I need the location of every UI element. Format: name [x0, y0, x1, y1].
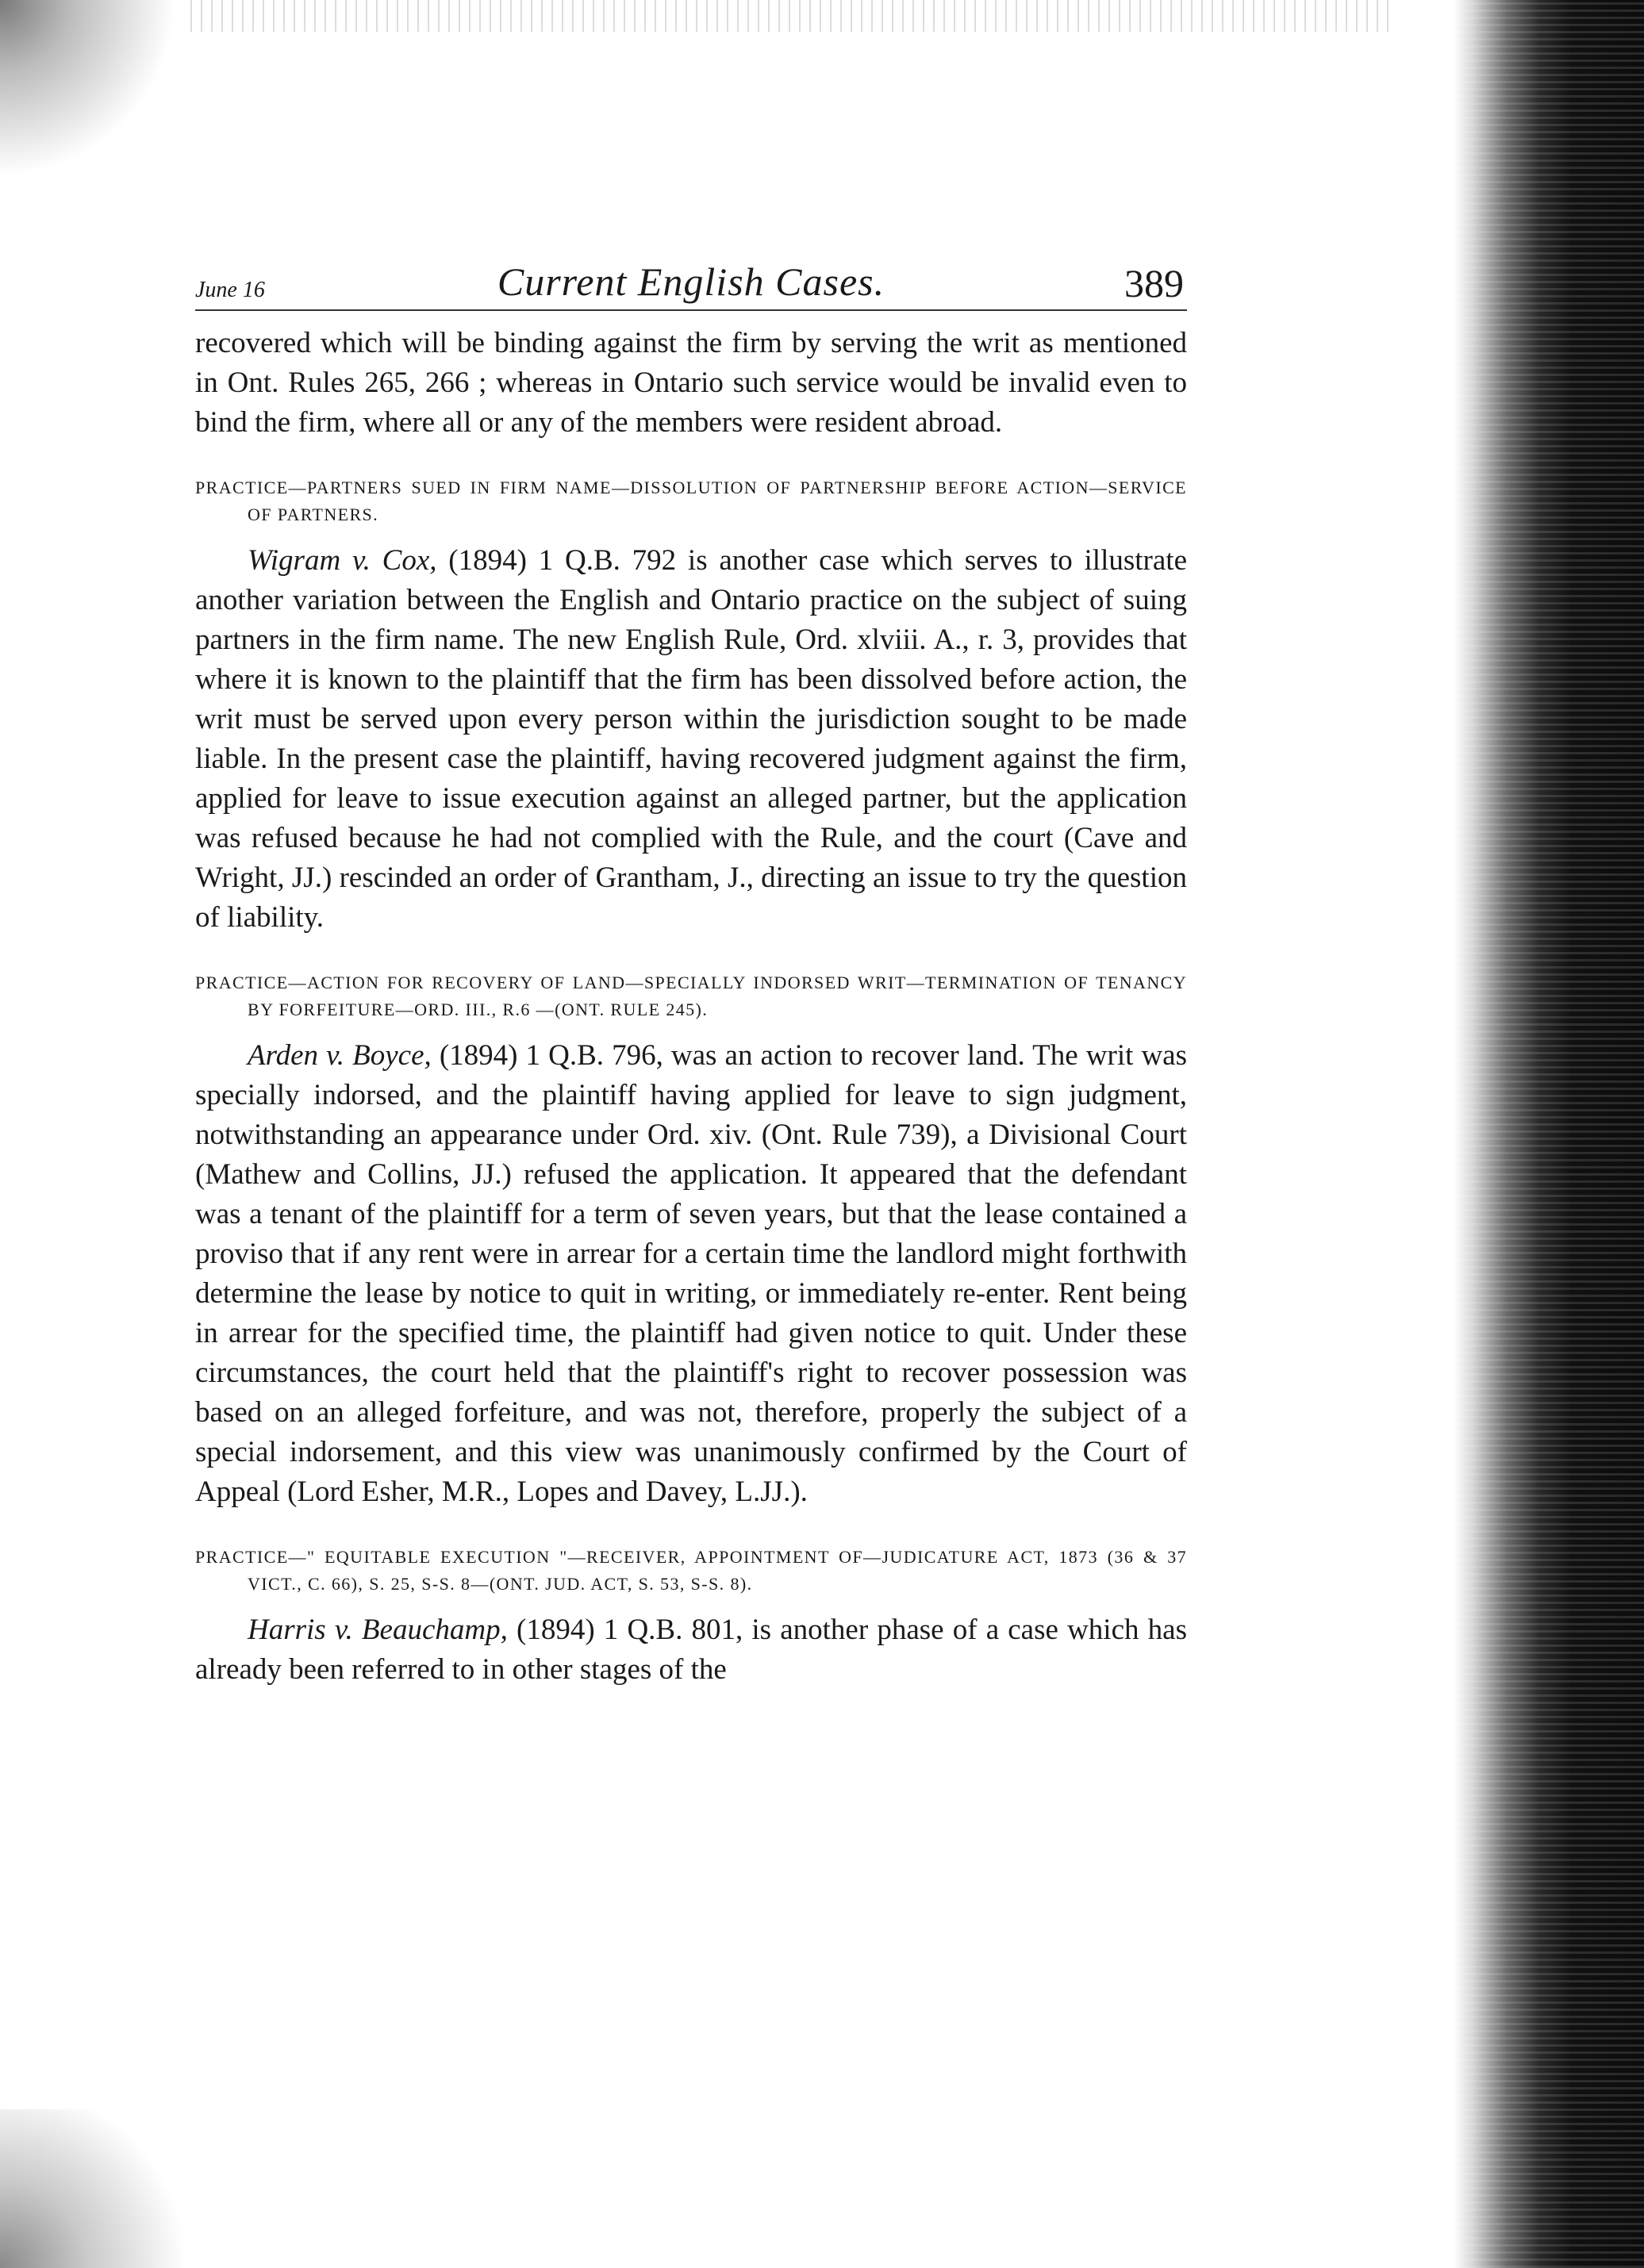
scan-shadow-top-left	[0, 0, 206, 206]
book-page	[195, 251, 1187, 1690]
case-name-wigram: Wigram v. Cox,	[248, 544, 437, 577]
section-paragraph-harris	[195, 1610, 1187, 1690]
case-name-arden: Arden v. Boyce,	[248, 1039, 432, 1072]
scan-shadow-bottom-left	[0, 2109, 238, 2268]
scan-noise-top	[190, 0, 1396, 32]
section-heading-harris: PRACTICE—" EQUITABLE EXECUTION "—RECEIVER, APPOINTMENT OF—JUDICATURE ACT, 1873 (36 & 37 VICT., C. 66), S. 25, S-S. 8—(ONT. JUD. ACT, S. 53, S-S. 8).	[195, 1547, 1187, 1594]
book-binding-edge	[1454, 0, 1644, 2268]
header-title: Current English Cases.	[497, 259, 885, 304]
section-paragraph-wigram	[195, 541, 1187, 938]
section-heading-arden: PRACTICE—ACTION FOR RECOVERY OF LAND—SPECIALLY INDORSED WRIT—TERMINATION OF TENANCY BY FORFEITURE—ORD. III., R.6 —(ONT. RULE 245).	[195, 973, 1187, 1019]
header-date: June 16	[195, 278, 265, 302]
page-number: 389	[1124, 261, 1184, 305]
case-name-harris: Harris v. Beauchamp,	[248, 1614, 508, 1646]
running-head	[195, 251, 1187, 311]
section-paragraph-arden	[195, 1036, 1187, 1512]
section-text-wigram: (1894) 1 Q.B. 792 is another case which serves to illustrate another variation between the English and Ontario practice on the subject of suing partners in the firm name. The new English Rule, Ord. xlviii. A., r. 3, provides that where it is known to the plaintiff that the firm has been dissolved before action, the writ must be served upon every person within the jurisdiction sought to be made liable. In the present case the plaintiff, having recovered judgment against the firm, applied for leave to issue execution against an alleged partner, but the application was refused because he had not complied with the Rule, and the court (Cave and Wright, JJ.) rescinded an order of Grantham, J., directing an issue to try the question of liability.	[195, 544, 1187, 934]
section-text-harris: (1894) 1 Q.B. 801, is another phase of a case which has already been referred to in other stages of the	[195, 1614, 1187, 1686]
section-heading-wigram: PRACTICE—PARTNERS SUED IN FIRM NAME—DISSOLUTION OF PARTNERSHIP BEFORE ACTION—SERVICE OF PARTNERS.	[195, 478, 1187, 524]
opening-paragraph: recovered which will be binding against the firm by serving the writ as mentioned in Ont. Rules 265, 266 ; whereas in Ontario such service would be invalid even to bind the firm, where all or any of the members were resident abroad.	[195, 327, 1187, 439]
section-text-arden: (1894) 1 Q.B. 796, was an action to recover land. The writ was specially indorsed, and the plaintiff having applied for leave to sign judgment, notwithstanding an appearance under Ord. xiv. (Ont. Rule 739), a Divisional Court (Mathew and Collins, JJ.) refused the application. It appeared that the defendant was a tenant of the plaintiff for a term of seven years, but that the lease contained a proviso that if any rent were in arrear for a certain time the landlord might forthwith determine the lease by notice to quit in writing, or immediately re-enter. Rent being in arrear for the specified time, the plaintiff had given notice to quit. Under these circumstances, the court held that the plaintiff's right to recover possession was based on an alleged forfeiture, and was not, therefore, properly the subject of a special indorsement, and this view was unanimously confirmed by the Court of Appeal (Lord Esher, M.R., Lopes and Davey, L.JJ.).	[195, 1039, 1187, 1508]
